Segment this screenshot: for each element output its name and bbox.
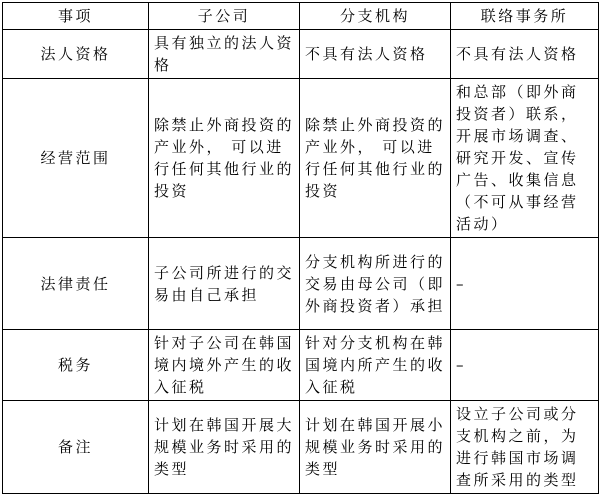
header-liaison: 联络事务所 — [451, 3, 599, 30]
liaison-cell: 设立子公司或分支机构之前，为进行韩国市场调查所采用的类型 — [451, 401, 599, 494]
row-label: 备注 — [3, 401, 149, 494]
subsidiary-cell: 具有独立的法人资格 — [149, 30, 300, 79]
branch-cell: 分支机构所进行的交易由母公司（即外商投资者）承担 — [300, 238, 451, 330]
header-branch: 分支机构 — [300, 3, 451, 30]
comparison-table — [2, 2, 599, 494]
subsidiary-cell: 子公司所进行的交易由自己承担 — [149, 238, 300, 330]
branch-cell: 针对分支机构在韩国境内所产生的收入征税 — [300, 330, 451, 401]
row-label: 法人资格 — [3, 30, 149, 79]
subsidiary-cell: 针对子公司在韩国境内境外产生的收入征税 — [149, 330, 300, 401]
subsidiary-cell: 除禁止外商投资的产业外， 可以进行任何其他行业的投资 — [149, 79, 300, 238]
table-row — [3, 30, 599, 79]
liaison-cell: 不具有法人资格 — [451, 30, 599, 79]
table-row — [3, 401, 599, 494]
branch-cell: 不具有法人资格 — [300, 30, 451, 79]
branch-cell: 计划在韩国开展小规模业务时采用的类型 — [300, 401, 451, 494]
row-label: 经营范围 — [3, 79, 149, 238]
table-row — [3, 238, 599, 330]
subsidiary-cell: 计划在韩国开展大规模业务时采用的类型 — [149, 401, 300, 494]
branch-cell: 除禁止外商投资的产业外， 可以进行任何其他行业的投资 — [300, 79, 451, 238]
row-label: 法律责任 — [3, 238, 149, 330]
liaison-cell: 和总部（即外商投资者）联系，开展市场调查、研究开发、宣传广告、收集信息（不可从事经营活动） — [451, 79, 599, 238]
table-row — [3, 330, 599, 401]
liaison-cell: – — [451, 238, 599, 330]
header-row — [3, 3, 599, 30]
header-item: 事项 — [3, 3, 149, 30]
table-row — [3, 79, 599, 238]
header-subsidiary: 子公司 — [149, 3, 300, 30]
liaison-cell: – — [451, 330, 599, 401]
row-label: 税务 — [3, 330, 149, 401]
